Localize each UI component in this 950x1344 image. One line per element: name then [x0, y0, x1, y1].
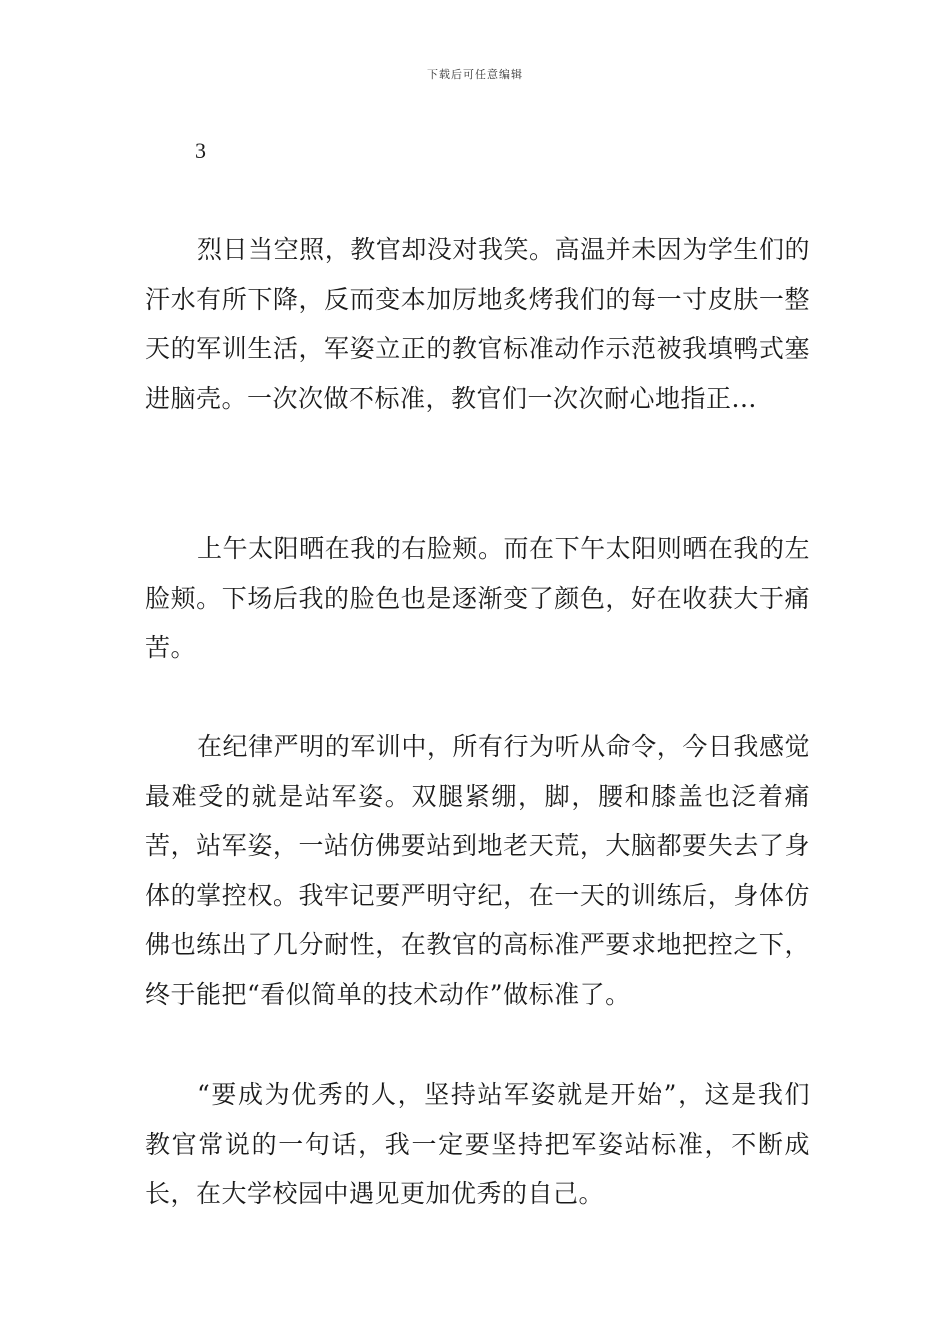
paragraph-1: 烈日当空照，教官却没对我笑。高温并未因为学生们的汗水有所下降，反而变本加厉地炙烤我们的每一寸皮肤一整天的军训生活，军姿立正的教官标准动作示范被我填鸭式塞进脑壳。一次次做不标准，教官们一次次耐心地指正...: [145, 235, 810, 413]
header-note: 下载后可任意编辑: [427, 68, 523, 81]
section-number: 3: [195, 138, 206, 163]
paragraph-3: 在纪律严明的军训中，所有行为听从命令，今日我感觉最难受的就是站军姿。双腿紧绷，脚，腰和膝盖也泛着痛苦，站军姿，一站仿佛要站到地老天荒，大脑都要失去了身体的掌控权。我牢记要严明守纪，在一天的训练后，身体仿佛也练出了几分耐性，在教官的高标准严要求地把控之下，终于能把“看似简单的技术动作”做标准了。: [145, 732, 810, 1009]
paragraph-4: “要成为优秀的人，坚持站军姿就是开始”，这是我们教官常说的一句话，我一定要坚持把军姿站标准，不断成长，在大学校园中遇见更加优秀的自己。: [145, 1080, 810, 1208]
paragraph-2: 上午太阳晒在我的右脸颊。而在下午太阳则晒在我的左脸颊。下场后我的脸色也是逐渐变了颜色，好在收获大于痛苦。: [145, 534, 810, 662]
